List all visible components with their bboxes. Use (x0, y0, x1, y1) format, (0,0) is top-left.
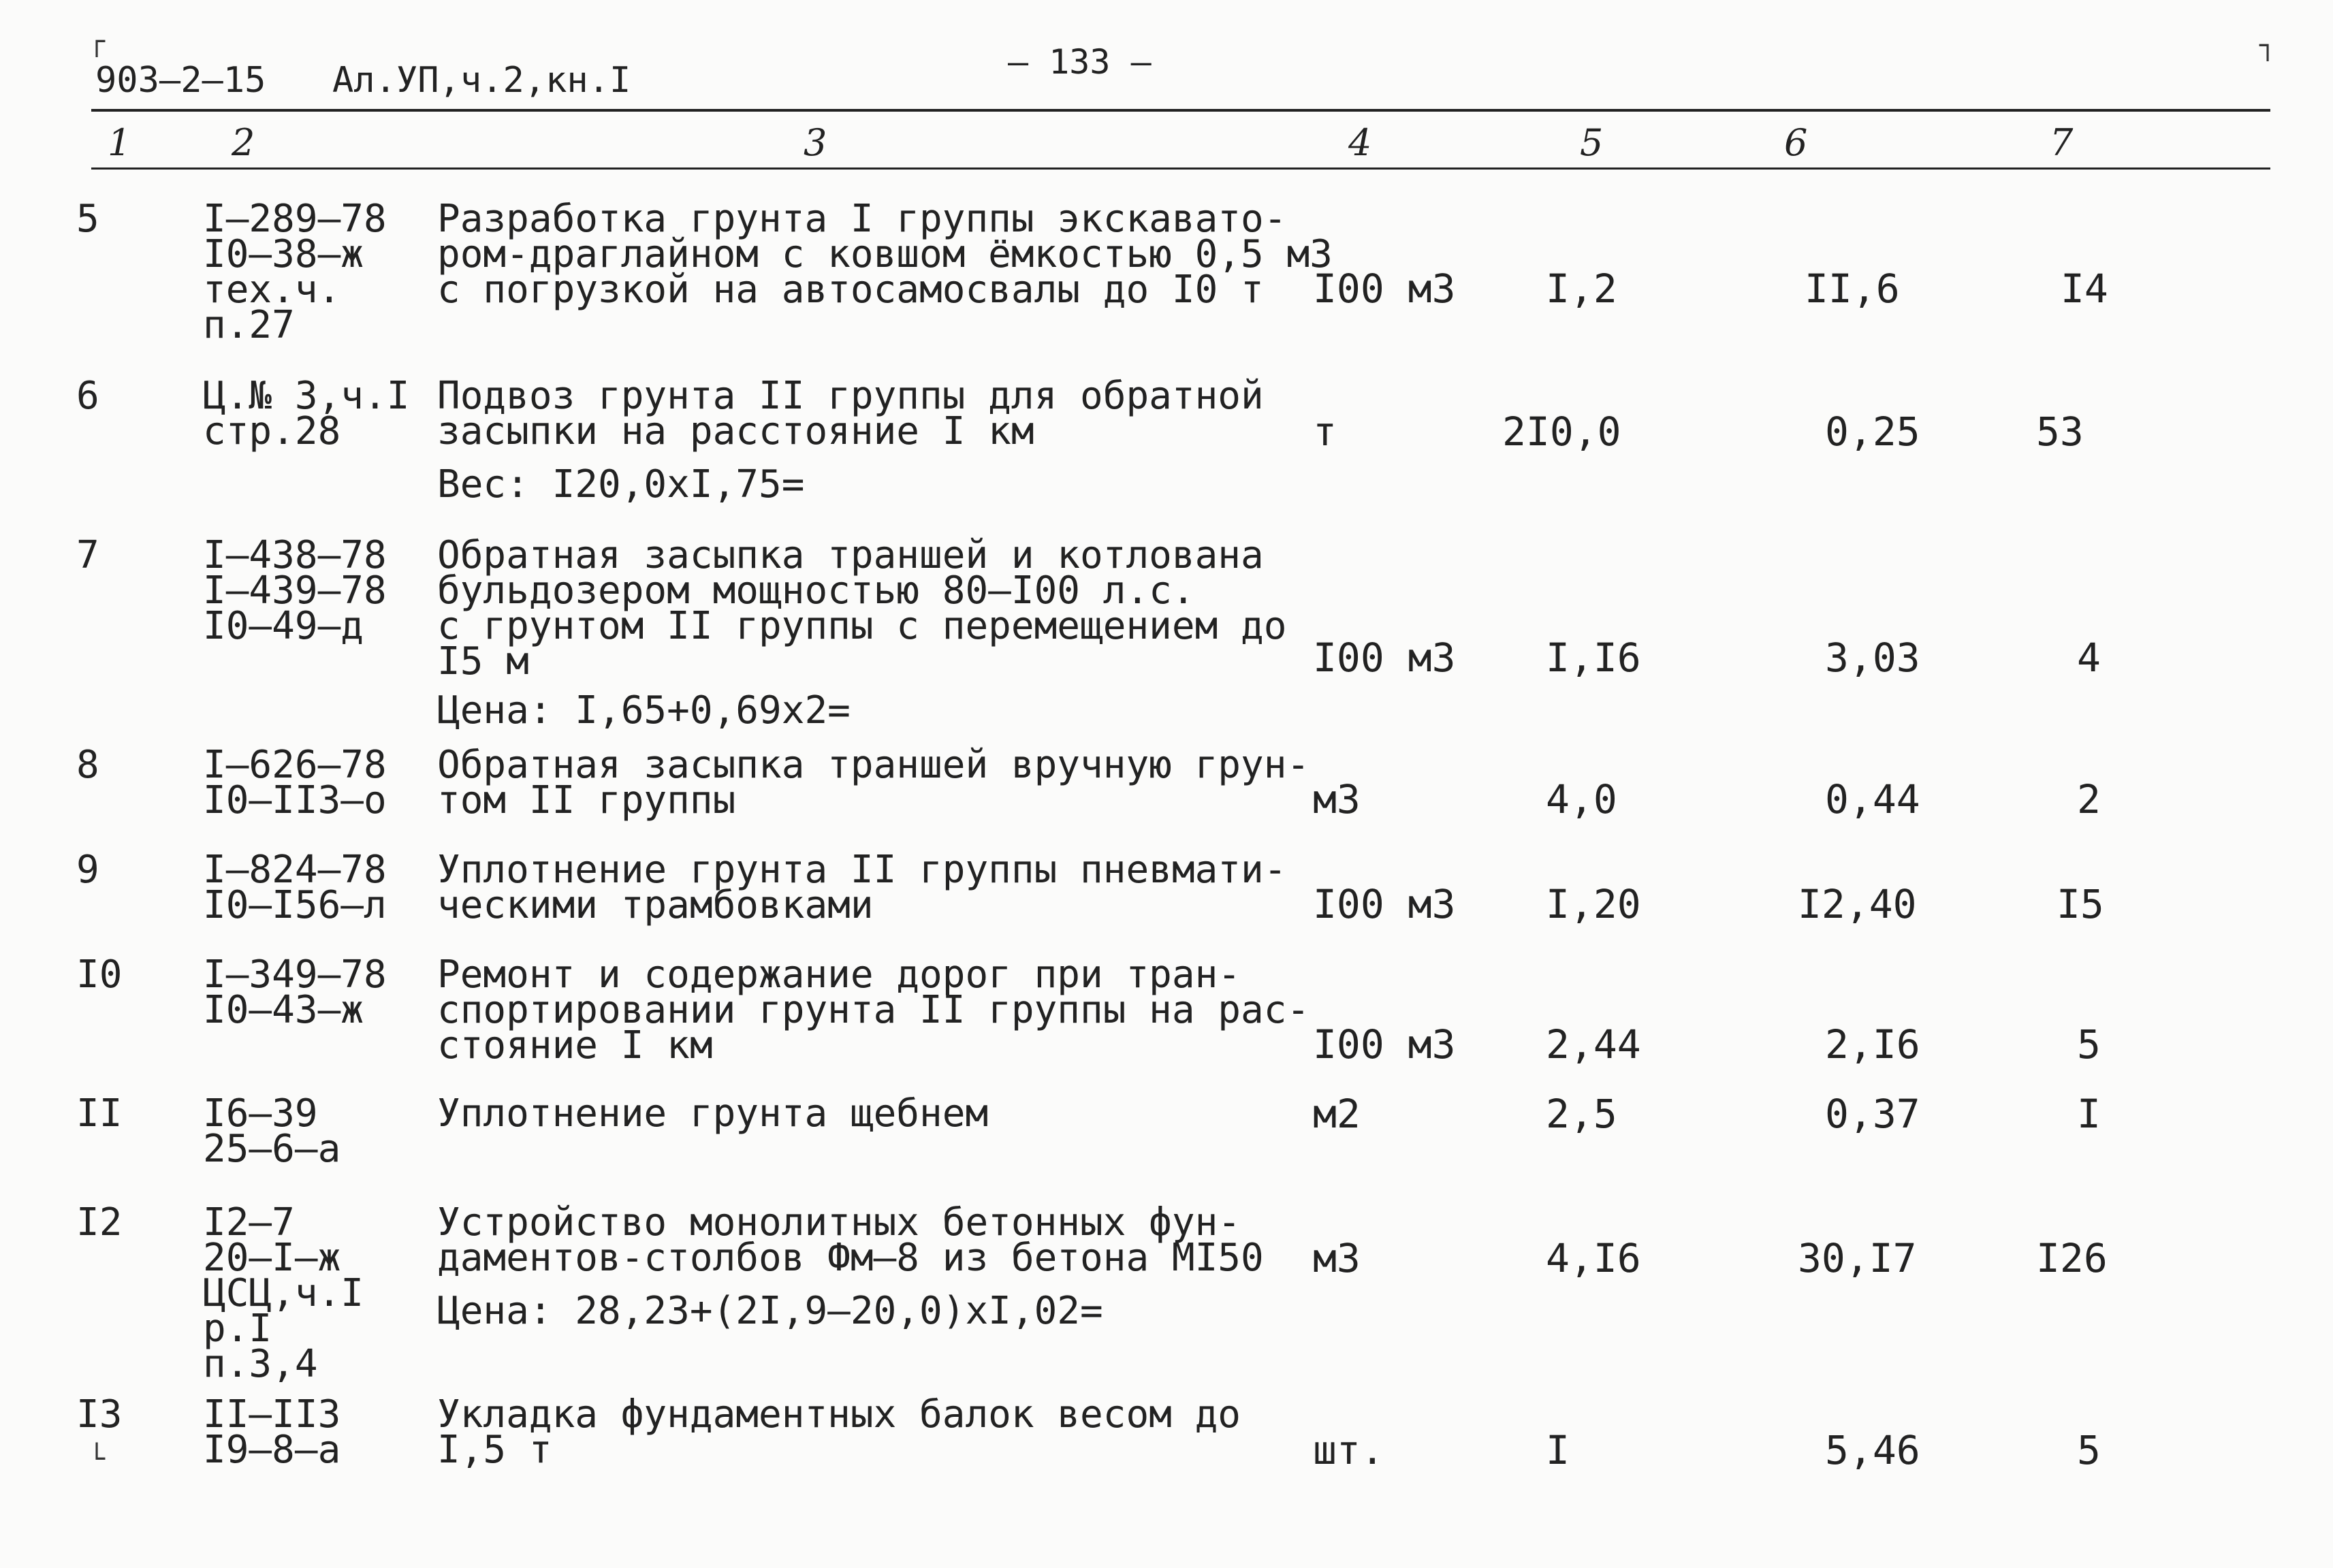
row-code: I–349–78 I0–43–ж (203, 953, 387, 1032)
column-number-1: 1 (108, 121, 131, 164)
row-total: I5 (2057, 881, 2104, 927)
row-unit: т (1313, 409, 1337, 455)
row-number: I3 (76, 1392, 123, 1437)
row-code: I–289–78 I0–38–ж тех.ч. п.27 (203, 197, 387, 347)
row-code: I2–7 20–I–ж ЦСЦ,ч.I р.I п.3,4 (203, 1200, 364, 1386)
row-quantity: 2,5 (1546, 1091, 1617, 1137)
column-number-4: 4 (1348, 121, 1372, 164)
row-unit: I00 м3 (1313, 881, 1456, 927)
row-unit-price: 2,I6 (1825, 1021, 1920, 1068)
row-quantity: 4,I6 (1546, 1235, 1641, 1281)
row-description: Обратная засыпка траншей и котлована бульдозером мощностью 80–I00 л.с. с грунтом II группы с перемещением до I5 м (437, 533, 1287, 684)
row-unit-price: 0,44 (1825, 776, 1920, 822)
row-total: 5 (2077, 1021, 2101, 1068)
corner-mark-top-left: ┌ (89, 26, 106, 57)
column-number-6: 6 (1784, 121, 1808, 164)
row-quantity: I (1546, 1427, 1570, 1473)
row-quantity: 2,44 (1546, 1021, 1641, 1068)
row-total: 53 (2036, 409, 2084, 455)
row-code: I–438–78 I–439–78 I0–49–д (203, 533, 387, 648)
row-unit-price: I2,40 (1798, 881, 1917, 927)
row-description: Подвоз грунта II группы для обратной засыпки на расстояние I км (437, 374, 1264, 453)
row-unit: шт. (1313, 1427, 1384, 1473)
page-number: — 133 — (1008, 42, 1152, 82)
row-number: 8 (76, 743, 99, 787)
row-unit-price: 3,03 (1825, 635, 1920, 681)
row-unit: I00 м3 (1313, 635, 1456, 681)
row-unit: I00 м3 (1313, 266, 1456, 312)
row-unit: м2 (1313, 1091, 1361, 1137)
row-unit-price: II,6 (1805, 266, 1900, 312)
row-unit: I00 м3 (1313, 1021, 1456, 1068)
header-rule-top (91, 109, 2270, 112)
column-number-3: 3 (804, 121, 827, 164)
column-number-5: 5 (1580, 121, 1604, 164)
row-total: 2 (2077, 776, 2101, 822)
row-total: I26 (2036, 1235, 2108, 1281)
row-code: Ц.№ 3,ч.I стр.28 (203, 374, 410, 453)
doc-code: 903–2–15 (95, 60, 266, 101)
row-number: 6 (76, 374, 99, 418)
row-unit: м3 (1313, 776, 1361, 822)
row-description: Укладка фундаментных балок весом до I,5 т (437, 1392, 1241, 1472)
row-total: I (2077, 1091, 2101, 1137)
row-number: I2 (76, 1200, 123, 1245)
corner-mark-top-right: ┐ (2259, 30, 2276, 61)
row-note: Цена: I,65+0,69х2= (437, 688, 851, 733)
row-number: 9 (76, 848, 99, 892)
row-quantity: I,20 (1546, 881, 1641, 927)
row-description: Обратная засыпка траншей вручную грун- том II группы (437, 743, 1310, 822)
row-number: II (76, 1091, 123, 1136)
row-quantity: 4,0 (1546, 776, 1617, 822)
row-code: I–626–78 I0–II3–о (203, 743, 387, 822)
row-quantity: I,I6 (1546, 635, 1641, 681)
row-total: 5 (2077, 1427, 2101, 1473)
corner-mark-bottom-left: └ (89, 1443, 106, 1475)
row-note: Цена: 28,23+(2I,9–20,0)хI,02= (437, 1289, 1103, 1333)
row-number: 5 (76, 197, 99, 241)
column-number-7: 7 (2050, 121, 2074, 164)
row-quantity: I,2 (1546, 266, 1617, 312)
row-unit: м3 (1313, 1235, 1361, 1281)
row-description: Разработка грунта I группы экскавато- ром-драглайном с ковшом ёмкостью 0,5 м3 с погрузкой на автосамосвалы до I0 т (437, 197, 1333, 312)
row-code: II–II3 I9–8–а (203, 1392, 341, 1472)
row-code: I6–39 25–6–а (203, 1091, 341, 1171)
row-total: I4 (2061, 266, 2108, 312)
row-note: Вес: I20,0хI,75= (437, 462, 805, 507)
row-code: I–824–78 I0–I56–л (203, 848, 387, 927)
row-unit-price: 0,37 (1825, 1091, 1920, 1137)
row-quantity: 2I0,0 (1502, 409, 1621, 455)
row-unit-price: 5,46 (1825, 1427, 1920, 1473)
row-total: 4 (2077, 635, 2101, 681)
row-unit-price: 0,25 (1825, 409, 1920, 455)
album-ref: Ал.УП,ч.2,кн.I (332, 60, 631, 101)
row-description: Устройство монолитных бетонных фун- даментов-столбов Фм–8 из бетона МI50 (437, 1200, 1264, 1280)
row-number: I0 (76, 953, 123, 997)
header-rule-bottom (91, 167, 2270, 170)
row-description: Ремонт и содержание дорог при тран- спортировании грунта II группы на рас- стояние I км (437, 953, 1310, 1068)
row-description: Уплотнение грунта II группы пневмати- ческими трамбовками (437, 848, 1287, 927)
row-description: Уплотнение грунта щебнем (437, 1091, 989, 1136)
row-number: 7 (76, 533, 99, 577)
column-number-2: 2 (232, 121, 255, 164)
row-unit-price: 30,I7 (1798, 1235, 1917, 1281)
